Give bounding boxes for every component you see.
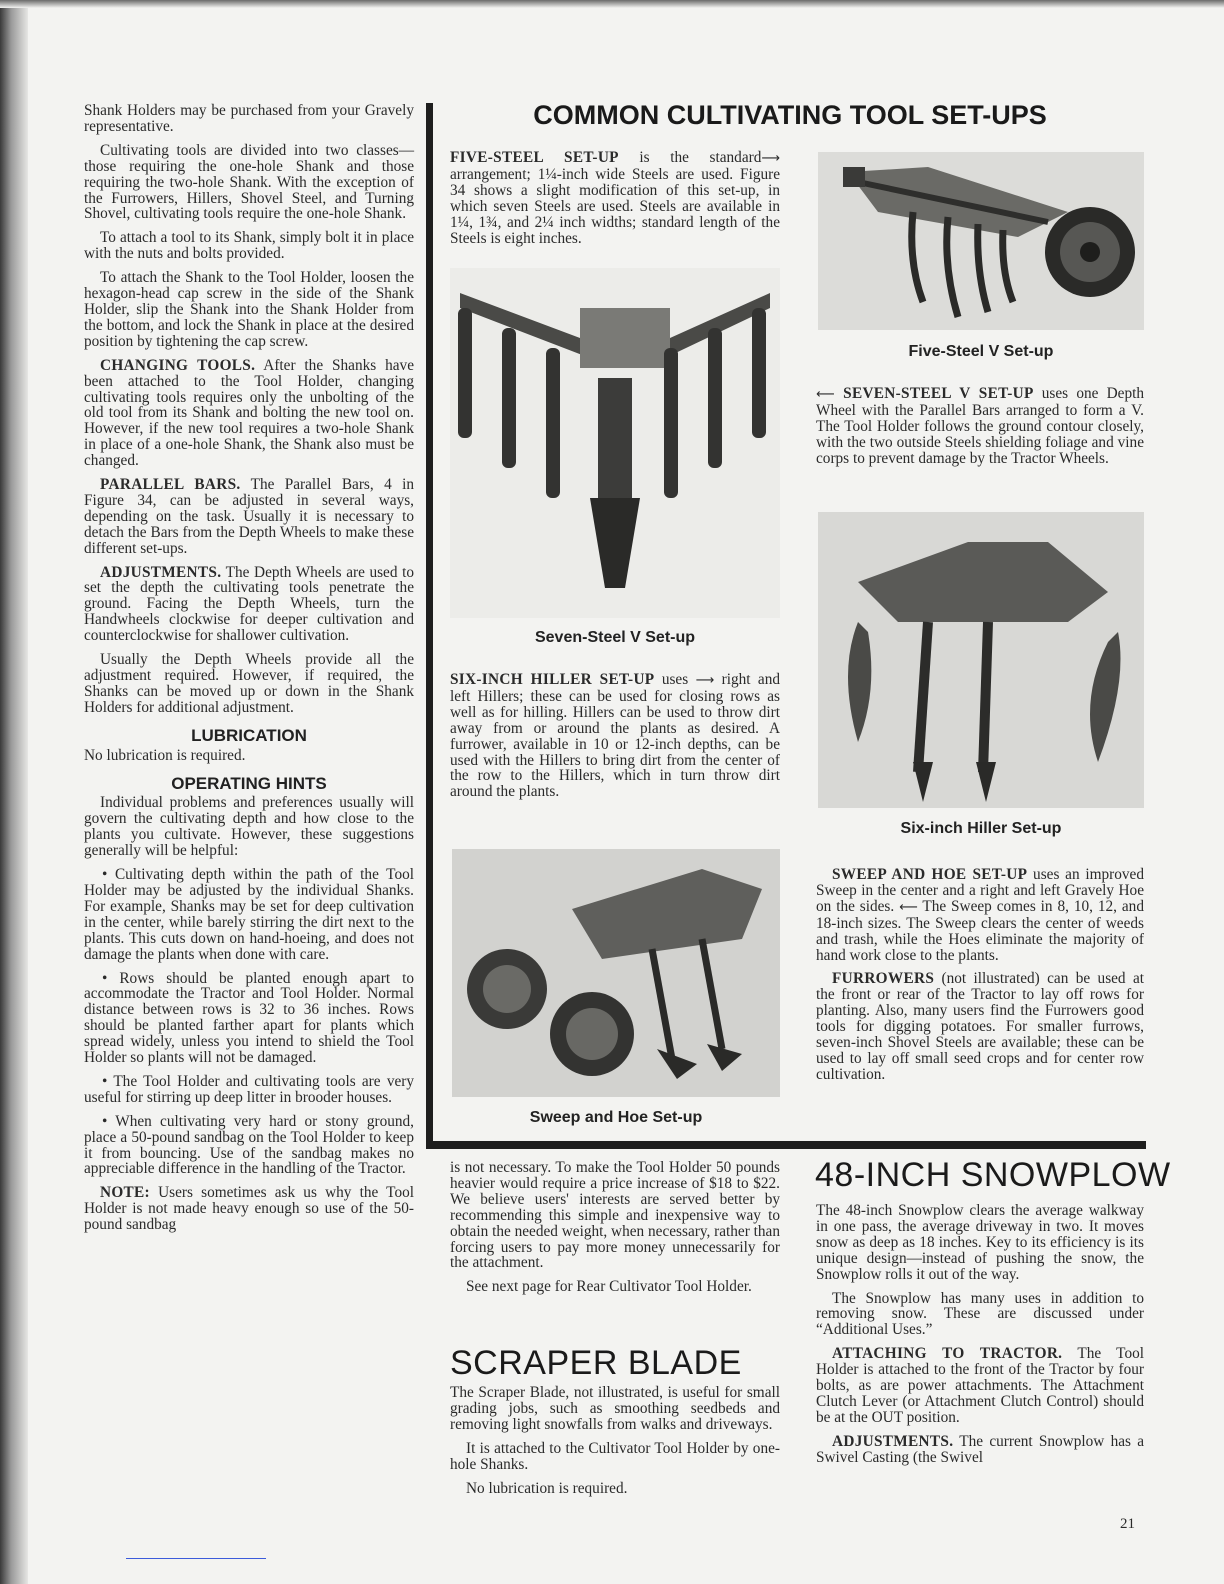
paragraph-attaching: ATTACHING TO TRACTOR. The Tool Holder is attached to the front of the Tractor by four bolts, as are power attachments. The Attachment Clutch Lever (or Attachment Clutch Control) should be at the OUT position. (816, 1345, 1144, 1426)
five-steel-text: FIVE-STEEL SET-UP is the standard⟶ arrangement; 1¼-inch wide Steels are used. Figure 34 shows a slight modification of this set-up, in which seven Steels are used. Steels are available in 1¼, 1¾, and 2¼ inch widths; standard length of the Steels is eight inches. (450, 149, 780, 247)
bullet-item: • Rows should be planted enough apart to accommodate the Tractor and Tool Holder. Normal distance between rows is 32 to 36 inches. Rows should be planted farther apart for plants which spread widely, unless you intend to shield the Tool Holder so plants will not be damaged. (84, 969, 414, 1067)
lead-parallel-bars: PARALLEL BARS. (100, 476, 241, 494)
lead-note: NOTE: (100, 1184, 150, 1202)
photo-sweep-and-hoe-setup (452, 849, 780, 1097)
snowplow-text (816, 1203, 1144, 1474)
lead-attaching-to-tractor: ATTACHING TO TRACTOR. (832, 1345, 1063, 1363)
page-number: 21 (1120, 1516, 1135, 1532)
sweep-text: SWEEP AND HOE SET-UP uses an improved Sweep in the center and a right and left Gravely Hoe on the sides. ⟵ The Sweep comes in 8, 10, 12, and 18-inch sizes. The Sweep clears the center of weeds and trash, while the Hoes eliminate the majority of hand work close to the plants. FURROWERS (not illustrated) can be used at the front or rear of the Tractor to lay off rows for planting. Also, many users find the Furrowers good tools for digging potatoes. For smaller furrows, seven-inch Shovel Steels are available; these can be used to lay off small seed crops and for center row cultivation. (816, 866, 1144, 1083)
paragraph: To attach the Shank to the Tool Holder, loosen the hexagon-head cap screw in the side of the Shank Holder, slip the Shank into the Shank Holder from the bottom, and lock the Shank in place at the desired position by tightening the cap screw. (84, 269, 414, 350)
heading-lubrication: LUBRICATION (191, 725, 307, 745)
paragraph: Usually the Depth Wheels provide all the adjustment required. However, if required, the Shanks can be moved up or down in the Shank Holders for additional adjustment. (84, 651, 414, 716)
lead-seven-steel: SEVEN-STEEL V SET-UP (834, 385, 1034, 402)
paragraph: See next page for Rear Cultivator Tool Holder. (466, 1278, 752, 1296)
lead-snowplow-adjustments: ADJUSTMENTS. (832, 1432, 954, 1450)
lead-changing-tools: CHANGING TOOLS. (100, 356, 256, 374)
page-top-shadow (0, 0, 1224, 8)
hiller-illustration (818, 512, 1144, 808)
bullet-item: • The Tool Holder and cultivating tools are very useful for stirring up deep litter in brooder houses. (84, 1072, 414, 1106)
sweep-hoe-illustration (452, 849, 780, 1097)
paragraph: To attach a tool to its Shank, simply bolt it in place with the nuts and bolts provided. (84, 229, 414, 263)
arrow-right-icon: ⟶ (761, 151, 780, 166)
caption-five-steel: Five-Steel V Set-up (908, 343, 1054, 360)
caption-seven-steel: Seven-Steel V Set-up (534, 629, 696, 646)
arrow-left-icon: ⟵ (899, 899, 918, 915)
photo-six-inch-hiller-setup (818, 512, 1144, 808)
hiller-text: SIX-INCH HILLER SET-UP uses ⟶ right and left Hillers; these can be used for closing rows as well as for hilling. Hillers can be used to throw dirt away from or around the plants as desired. A furrower, available in 10 or 12-inch depths, can be used with the Hillers to bring dirt from the center of the row to the Hillers, which in turn throw dirt around the plants. (450, 671, 780, 801)
bullet-item: • Cultivating depth within the path of the Tool Holder may be adjusted by the individual Shanks. For example, Shanks may be set for deep cultivation in the center, while barely stirring the dirt next to the plants. This cuts down on hand-hoeing, and does not damage the plants when done with care. (84, 866, 414, 963)
paragraph-adjustments: ADJUSTMENTS. The Depth Wheels are used to set the depth the cultivating tools penetrate the ground. Facing the Depth Wheels, turn the Handwheels clockwise for deeper cultivation and counterclockwise for shallower cultivation. (84, 563, 414, 645)
scraper-blade-text (450, 1385, 780, 1504)
paragraph: Shank Holders may be purchased from your Gravely representative. (84, 102, 414, 135)
vertical-rule (426, 103, 433, 1149)
lead-furrowers: FURROWERS (832, 970, 935, 988)
page-edge-shadow (0, 0, 28, 1584)
paragraph-parallel-bars: PARALLEL BARS. The Parallel Bars, 4 in Figure 34, can be adjusted in several ways, depending on the task. Usually it is necessary to detach the Bars from the Depth Wheels to make these different set-ups. (84, 476, 414, 557)
paragraph-changing-tools: CHANGING TOOLS. After the Shanks have been attached to the Tool Holder, changing cultivating tools requires only the unbolting of the old tool from its Shank and bolting the new tool on. However, if the new tool requires a two-hole Shank in place of a one-hole Shank, the Shank also must be changed. (84, 356, 414, 470)
seven-steel-illustration (450, 268, 780, 618)
lead-six-inch-hiller: SIX-INCH HILLER SET-UP (450, 671, 655, 688)
lead-sweep-and-hoe: SWEEP AND HOE SET-UP (832, 866, 1028, 883)
seven-steel-text: ⟵ SEVEN-STEEL V SET-UP uses one Depth Wheel with the Parallel Bars arranged to form a V. The Tool Holder follows the ground contour closely, with the two outside Steels shielding foliage and vine corps to prevent damage by the Tractor Wheels. (816, 385, 1144, 467)
paragraph: The 48-inch Snowplow clears the average walkway in one pass, the average driveway in two. It moves snow as deep as 18 inches. Key to its efficiency is its unique design—instead of pushing the snow, the Snowplow rolls it out of the way. (816, 1202, 1144, 1283)
arrow-left-icon: ⟵ (816, 387, 835, 402)
paragraph: It is attached to the Cultivator Tool Holder by one-hole Shanks. (450, 1439, 780, 1473)
paragraph: No lubrication is required. (466, 1479, 628, 1497)
title-48-inch-snowplow: 48-INCH SNOWPLOW (815, 1156, 1171, 1194)
title-scraper-blade: SCRAPER BLADE (450, 1344, 742, 1382)
paragraph: Cultivating tools are divided into two classes—those requiring the one-hole Shank and those requiring the two-hole Shank. With the exception of the Furrowers, Hillers, Shovel Steel, and Turning Shovel, cultivating tools require the one-hole Shank. (84, 141, 414, 223)
paragraph: The Scraper Blade, not illustrated, is useful for small grading jobs, such as smoothing seedbeds and removing light snowfalls from walks and driveways. (450, 1384, 780, 1433)
photo-five-steel-setup (818, 152, 1144, 330)
underline-mark (126, 1558, 266, 1559)
lead-adjustments: ADJUSTMENTS. (100, 563, 222, 581)
caption-six-inch-hiller: Six-inch Hiller Set-up (900, 820, 1062, 837)
left-column (84, 103, 414, 1241)
paragraph: No lubrication is required. (84, 746, 246, 764)
middle-bottom-text (450, 1160, 780, 1303)
arrow-right-icon: ⟶ (695, 673, 715, 688)
paragraph: The Snowplow has many uses in addition to removing snow. These are discussed under “Additional Uses.” (816, 1289, 1144, 1339)
paragraph: is not necessary. To make the Tool Holder 50 pounds heavier would require a price increase of $18 to $22. We believe users' interests are served better by recommending this simple and inexpensive way to obtain the needed weight, when necessary, rather than forcing users to pay more money unnecessarily for the attachment. (450, 1159, 780, 1272)
bullet-item: • When cultivating very hard or stony ground, place a 50-pound sandbag on the Tool Holder to keep it from bouncing. Use of the sandbag makes no appreciable difference in the handling of the Tractor. (84, 1112, 414, 1178)
section-title: COMMON CULTIVATING TOOL SET-UPS (533, 100, 1047, 130)
heading-operating-hints: OPERATING HINTS (171, 773, 327, 793)
caption-sweep-and-hoe: Sweep and Hoe Set-up (529, 1109, 703, 1126)
lead-five-steel: FIVE-STEEL SET-UP (450, 149, 619, 166)
horizontal-rule (426, 1141, 1146, 1149)
paragraph: Individual problems and preferences usually will govern the cultivating depth and how close to the plants you cultivate. However, these suggestions generally will be helpful: (84, 794, 414, 860)
paragraph-note: NOTE: Users sometimes ask us why the Tool Holder is not made heavy enough so use of the 50-pound sandbag (84, 1184, 414, 1234)
five-steel-illustration (818, 152, 1144, 330)
paragraph-adjustments: ADJUSTMENTS. The current Snowplow has a Swivel Casting (the Swivel (816, 1432, 1144, 1466)
photo-seven-steel-setup (450, 268, 780, 618)
